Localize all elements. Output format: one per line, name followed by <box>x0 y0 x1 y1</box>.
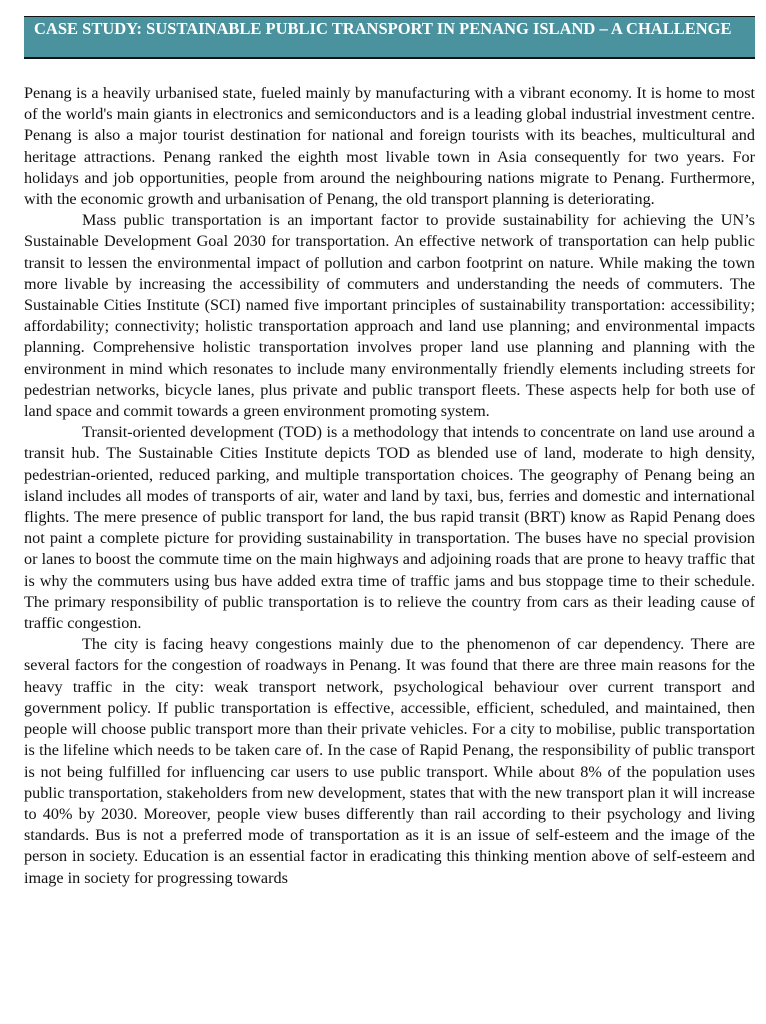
case-study-title: CASE STUDY: SUSTAINABLE PUBLIC TRANSPORT IN PENANG ISLAND – A CHALLENGE <box>24 16 755 59</box>
paragraph-intro: Penang is a heavily urbanised state, fueled mainly by manufacturing with a vibrant economy. It is home to most of the world's main giants in electronics and semiconductors and is a leading global industrial investment centre. Penang is also a major tourist destination for national and foreign tourists with its beaches, multicultural and heritage attractions. Penang ranked the eighth most livable town in Asia consequently for two years. For holidays and job opportunities, people from around the neighbouring nations migrate to Penang. Furthermore, with the economic growth and urbanisation of Penang, the old transport planning is deteriorating. <box>24 84 755 209</box>
paragraph-mass-transit: Mass public transportation is an important factor to provide sustainability for achieving the UN’s Sustainable Development Goal 2030 for transportation. An effective network of transportation can help public transit to lessen the environmental impact of pollution and carbon footprint on nature. While making the town more livable by increasing the accessibility of commuters and understanding the needs of commuters. The Sustainable Cities Institute (SCI) named five important principles of sustainability transportation: accessibility; affordability; connectivity; holistic transportation approach and land use planning; and environmental impacts planning. Comprehensive holistic transportation involves proper land use planning and planning with the environment in mind which resonates to include many environmentally friendly elements including streets for pedestrian networks, bicycle lanes, plus private and public transport fleets. These aspects help for both use of land space and commit towards a green environment promoting system. <box>24 211 755 421</box>
paragraph-tod: Transit-oriented development (TOD) is a methodology that intends to concentrate on land use around a transit hub. The Sustainable Cities Institute depicts TOD as blended use of land, moderate to high density, pedestrian-oriented, reduced parking, and multiple transportation choices. The geography of Penang being an island includes all modes of transports of air, water and land by taxi, bus, ferries and domestic and international flights. The mere presence of public transport for land, the bus rapid transit (BRT) know as Rapid Penang does not paint a complete picture for providing sustainability in transportation. The buses have no special provision or lanes to boost the commute time on the main highways and adjoining roads that are prone to heavy traffic that is why the commuters using bus have added extra time of traffic jams and bus stoppage time to their schedule. The primary responsibility of public transportation is to relieve the country from cars as their leading cause of traffic congestion. <box>24 423 755 633</box>
document-body <box>24 83 755 889</box>
paragraph-congestion: The city is facing heavy congestions mainly due to the phenomenon of car dependency. There are several factors for the congestion of roadways in Penang. It was found that there are three main reasons for the heavy traffic in the city: weak transport network, psychological behaviour over current transport and government policy. If public transportation is effective, accessible, efficient, scheduled, and maintained, then people will choose public transport more than their private vehicles. For a city to mobilise, public transportation is the lifeline which needs to be taken care of. In the case of Rapid Penang, the responsibility of public transport is not being fulfilled for influencing car users to use public transport. While about 8% of the population uses public transportation, stakeholders from new development, states that with the new transport plan it will increase to 40% by 2030. Moreover, people view buses differently than rail according to their psychology and living standards. Bus is not a preferred mode of transportation as it is an issue of self-esteem and the image of the person in society. Education is an essential factor in eradicating this thinking mention above of self-esteem and image in society for progressing towards <box>24 635 755 887</box>
